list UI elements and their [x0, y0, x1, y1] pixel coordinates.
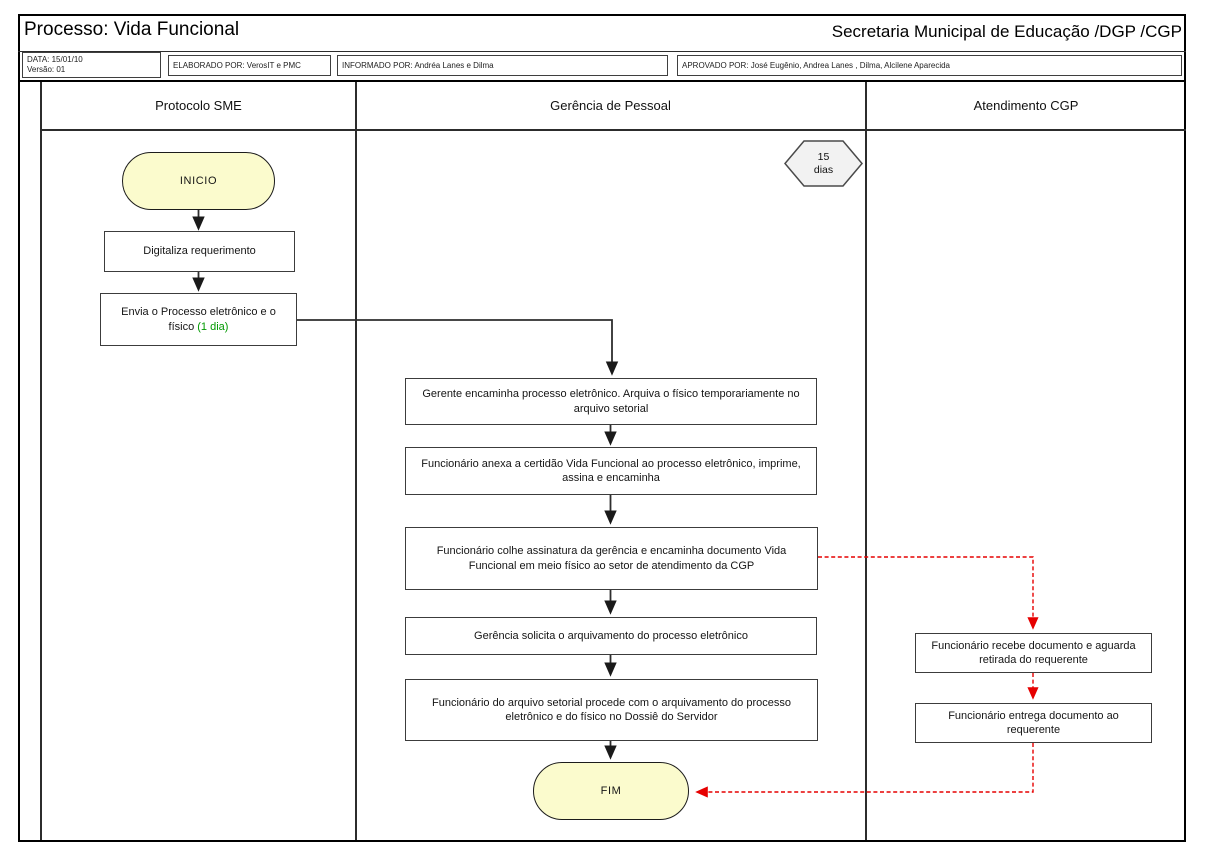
version-label: Versão: 01 — [27, 65, 66, 74]
date-label: DATA: 15/01/10 — [27, 55, 83, 64]
start-label: INICIO — [179, 174, 218, 187]
task-gerente-encaminha — [405, 378, 817, 425]
task-envia-line2 — [169, 320, 229, 334]
start-terminal — [122, 152, 275, 210]
informado-box — [337, 55, 668, 76]
left-margin-column-line — [40, 82, 42, 840]
task-recebe-documento-label: Funcionário recebe documento e aguarda retirada do requerente — [931, 639, 1136, 666]
task-anexa-certidao-label: Funcionário anexa a certidão Vida Funcional ao processo eletrônico, imprime, assina e encaminha — [421, 457, 801, 484]
title-underline — [18, 51, 1186, 52]
task-entrega-documento-label: Funcionário entrega documento ao requerente — [948, 709, 1119, 736]
lane-header-atendimento-cgp: Atendimento CGP — [973, 98, 1079, 113]
task-procede-arquivamento — [405, 679, 818, 741]
lane-divider-1 — [355, 82, 357, 840]
task-recebe-documento — [915, 633, 1152, 673]
aprovado-box — [677, 55, 1182, 76]
elaborado-label: ELABORADO POR: VerosIT e PMC — [173, 60, 301, 70]
task-envia-line1: Envia o Processo eletrônico e o — [121, 306, 276, 319]
end-terminal — [533, 762, 689, 820]
timer-unit: dias — [813, 163, 834, 176]
task-entrega-documento — [915, 703, 1152, 743]
informado-label: INFORMADO POR: Andréa Lanes e Dilma — [342, 60, 494, 70]
aprovado-label: APROVADO POR: José Eugênio, Andrea Lanes , Dilma, Alcilene Aparecida — [682, 60, 950, 70]
task-envia-line2-text: físico — [168, 320, 198, 333]
task-digitaliza-requerimento — [104, 231, 295, 272]
org-title: Secretaria Municipal de Educação /DGP /CGP — [831, 22, 1182, 41]
elaborado-box — [168, 55, 331, 76]
lane-header-protocolo-sme: Protocolo SME — [155, 98, 242, 113]
timer-text — [784, 140, 863, 187]
task-envia-processo — [100, 293, 297, 346]
lane-header-gerencia-de-pessoal: Gerência de Pessoal — [550, 98, 671, 113]
task-solicita-arquivamento-label: Gerência solicita o arquivamento do processo eletrônico — [474, 629, 748, 642]
task-colhe-assinatura — [405, 527, 818, 590]
task-gerente-encaminha-label: Gerente encaminha processo eletrônico. Arquiva o físico temporariamente no arquivo setorial — [422, 388, 800, 415]
task-procede-arquivamento-label: Funcionário do arquivo setorial procede com o arquivamento do processo eletrônico e do físico no Dossiê do Servidor — [432, 696, 791, 723]
timer-15-dias — [784, 140, 863, 187]
lane-divider-2 — [865, 82, 867, 840]
task-envia-duration: (1 dia) — [197, 320, 229, 333]
task-colhe-assinatura-label: Funcionário colhe assinatura da gerência e encaminha documento Vida Funcional em meio físico ao setor de atendimento da CGP — [436, 545, 787, 572]
end-label: FIM — [600, 784, 622, 797]
lane-header-underline — [40, 129, 1186, 131]
timer-value: 15 — [817, 151, 830, 164]
date-version-box — [22, 52, 161, 78]
task-digitaliza-label: Digitaliza requerimento — [143, 245, 256, 258]
process-title: Processo: Vida Funcional — [24, 19, 240, 40]
task-anexa-certidao — [405, 447, 817, 495]
task-solicita-arquivamento — [405, 617, 817, 655]
